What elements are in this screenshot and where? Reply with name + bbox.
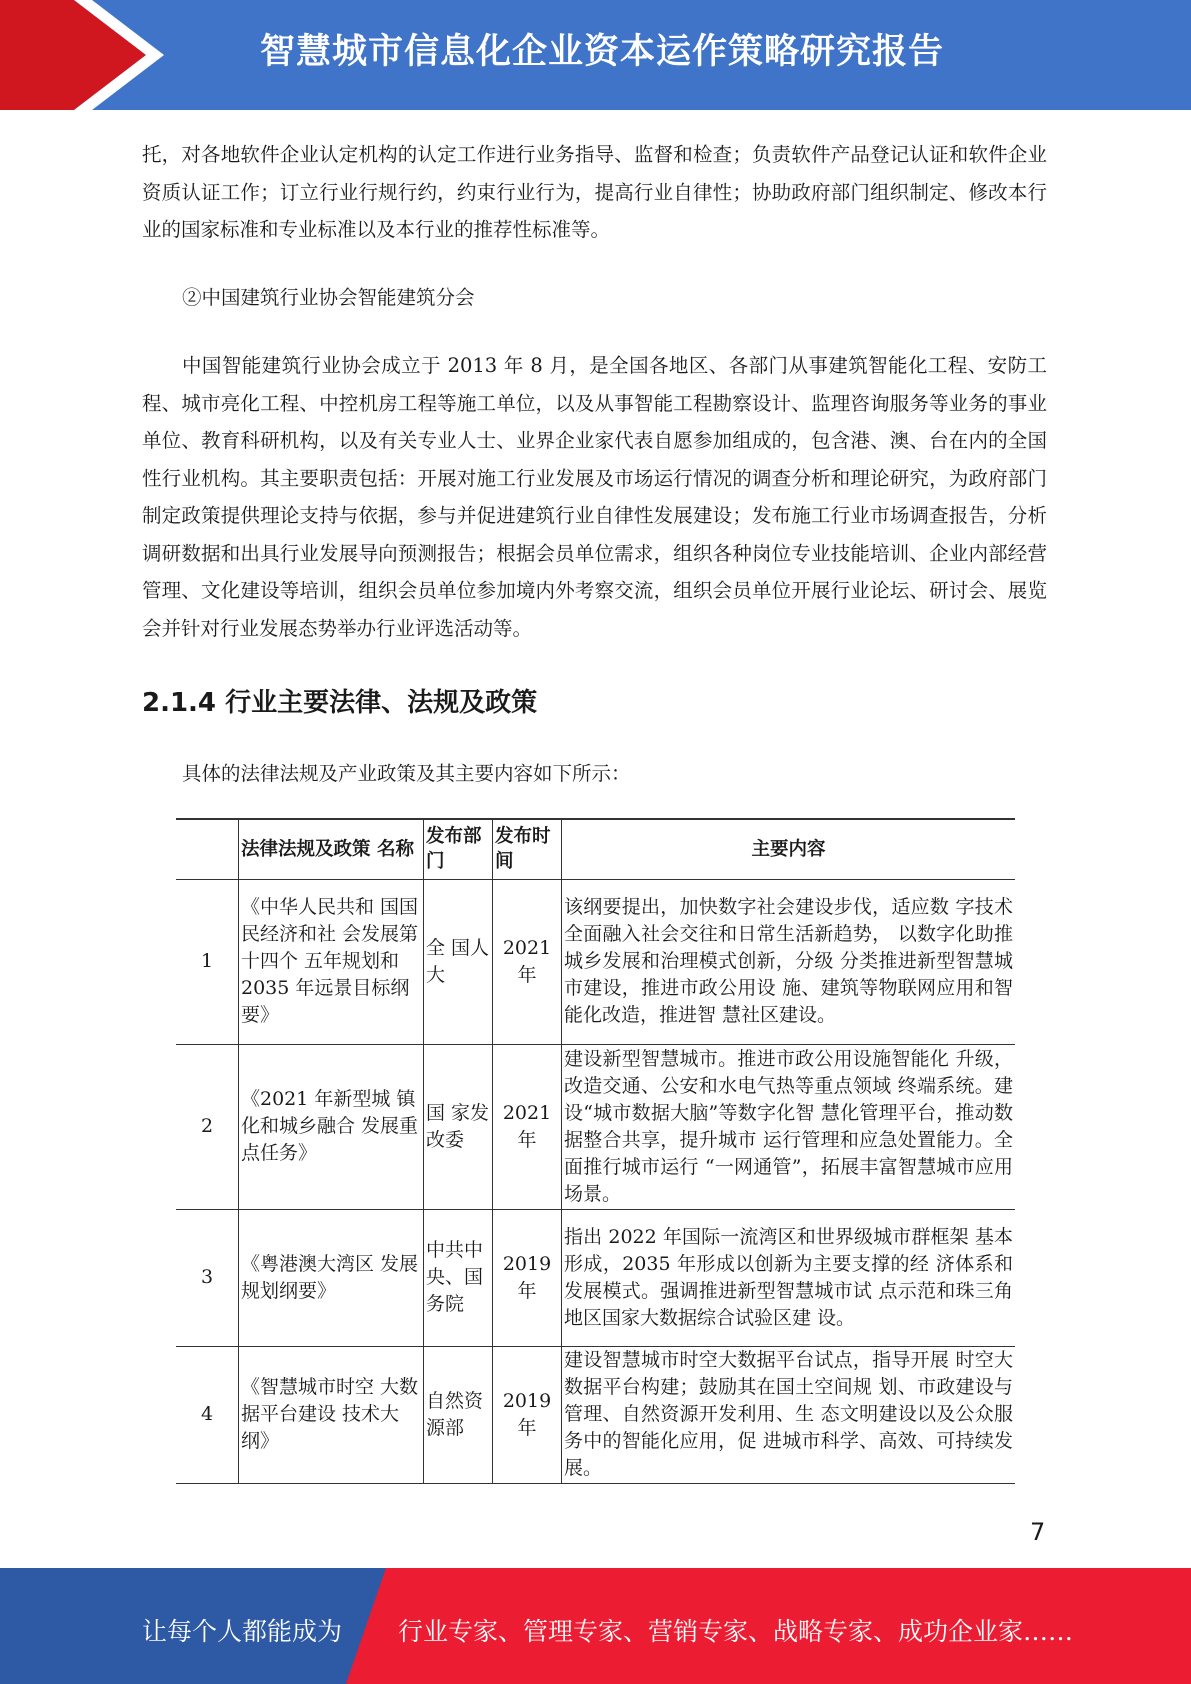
- row-name: 《中华人民共和 国国民经济和社 会发展第十四个 五年规划和 2035 年远景目标纲 要》: [239, 879, 424, 1044]
- header-title: 智慧城市信息化企业资本运作策略研究报告: [260, 32, 945, 72]
- section-intro-container: [142, 755, 1047, 793]
- subsection-label-container: [142, 279, 1047, 317]
- row-name: 《2021 年新型城 镇化和城乡融合 发展重点任务》: [239, 1044, 424, 1209]
- row-time: 2021年: [493, 1044, 562, 1209]
- footer-slogan-left: 让每个人都能成为: [142, 1617, 343, 1646]
- row-content: 建设新型智慧城市。推进市政公用设施智能化 升级，改造交通、公安和水电气热等重点领域 终端系统。建设“城市数据大脑”等数字化智 慧化管理平台，推动数据整合共享，提升城市 运行管理和应急处置能力。全面推行城市运行 “一网通管”，拓展丰富智慧城市应用场景。: [562, 1044, 1016, 1209]
- header-name: 法律法规及政策 名称: [239, 819, 424, 879]
- row-dept: 全 国人大: [424, 879, 493, 1044]
- row-content: 指出 2022 年国际一流湾区和世界级城市群框架 基本形成，2035 年形成以创新为主要支撑的经 济体系和发展模式。强调推进新型智慧城市试 点示范和珠三角地区国家大数据综合试验区建 设。: [562, 1209, 1016, 1346]
- section-heading: 2.1.4 行业主要法律、法规及政策: [142, 688, 538, 718]
- header-content: 主要内容: [562, 819, 1016, 879]
- header-num: [176, 819, 239, 879]
- table-row: [176, 1346, 1015, 1483]
- row-time: 2019年: [493, 1346, 562, 1483]
- body-paragraph-2-container: [142, 347, 1047, 647]
- row-num: 3: [176, 1209, 239, 1346]
- row-num: 4: [176, 1346, 239, 1483]
- row-num: 2: [176, 1044, 239, 1209]
- table-header-row: [176, 819, 1015, 879]
- body-paragraph: 中国智能建筑行业协会成立于 2013 年 8 月，是全国各地区、各部门从事建筑智能化工程、安防工程、城市亮化工程、中控机房工程等施工单位，以及从事智能工程勘察设计、监理咨询服务等业务的事业单位、教育科研机构，以及有关专业人士、业界企业家代表自愿参加组成的，包含港、澳、台在内的全国性行业机构。其主要职责包括：开展对施工行业发展及市场运行情况的调查分析和理论研究，为政府部门制定政策提供理论支持与依据，参与并促进建筑行业自律性发展建设；发布施工行业市场调查报告，分析调研数据和出具行业发展导向预测报告；根据会员单位需求，组织各种岗位专业技能培训、企业内部经营管理、文化建设等培训，组织会员单位参加境内外考察交流，组织会员单位开展行业论坛、研讨会、展览会并针对行业发展态势举办行业评选活动等。: [142, 354, 1047, 640]
- subsection-label: ②中国建筑行业协会智能建筑分会: [182, 286, 475, 309]
- header-time: 发布时间: [493, 819, 562, 879]
- page-header: [0, 0, 1191, 110]
- table-row: [176, 1044, 1015, 1209]
- row-time: 2021年: [493, 879, 562, 1044]
- footer-slogan-right: 行业专家、管理专家、营销专家、战略专家、成功企业家……: [398, 1617, 1074, 1646]
- row-dept: 国 家发 改委: [424, 1044, 493, 1209]
- row-content: 建设智慧城市时空大数据平台试点，指导开展 时空大数据平台构建；鼓励其在国土空间规 划、市政建设与管理、自然资源开发利用、生 态文明建设以及公众服务中的智能化应用，促 进城市科学、高效、可持续发展。: [562, 1346, 1016, 1483]
- table-row: [176, 879, 1015, 1044]
- body-paragraph: 托，对各地软件企业认定机构的认定工作进行业务指导、监督和检查；负责软件产品登记认证和软件企业资质认证工作；订立行业行规行约，约束行业行为，提高行业自律性；协助政府部门组织制定、修改本行业的国家标准和专业标准以及本行业的推荐性标准等。: [142, 143, 1047, 241]
- section-intro: 具体的法律法规及产业政策及其主要内容如下所示：: [182, 762, 631, 785]
- policy-table: [176, 818, 1015, 1484]
- row-dept: 自然资源部: [424, 1346, 493, 1483]
- body-paragraph-1-container: [142, 136, 1047, 249]
- table-row: [176, 1209, 1015, 1346]
- row-content: 该纲要提出，加快数字社会建设步伐，适应数 字技术全面融入社会交往和日常生活新趋势， 以数字化助推城乡发展和治理模式创新，分级 分类推进新型智慧城市建设，推进市政公用设 施、建筑等物联网应用和智能化改造，推进智 慧社区建设。: [562, 879, 1016, 1044]
- row-dept: 中共中央、国务院: [424, 1209, 493, 1346]
- page-footer: [0, 1568, 1191, 1684]
- header-dept: 发布部门: [424, 819, 493, 879]
- row-name: 《粤港澳大湾区 发展规划纲要》: [239, 1209, 424, 1346]
- row-num: 1: [176, 879, 239, 1044]
- row-time: 2019年: [493, 1209, 562, 1346]
- row-name: 《智慧城市时空 大数据平台建设 技术大纲》: [239, 1346, 424, 1483]
- page-number: 7: [1030, 1518, 1046, 1546]
